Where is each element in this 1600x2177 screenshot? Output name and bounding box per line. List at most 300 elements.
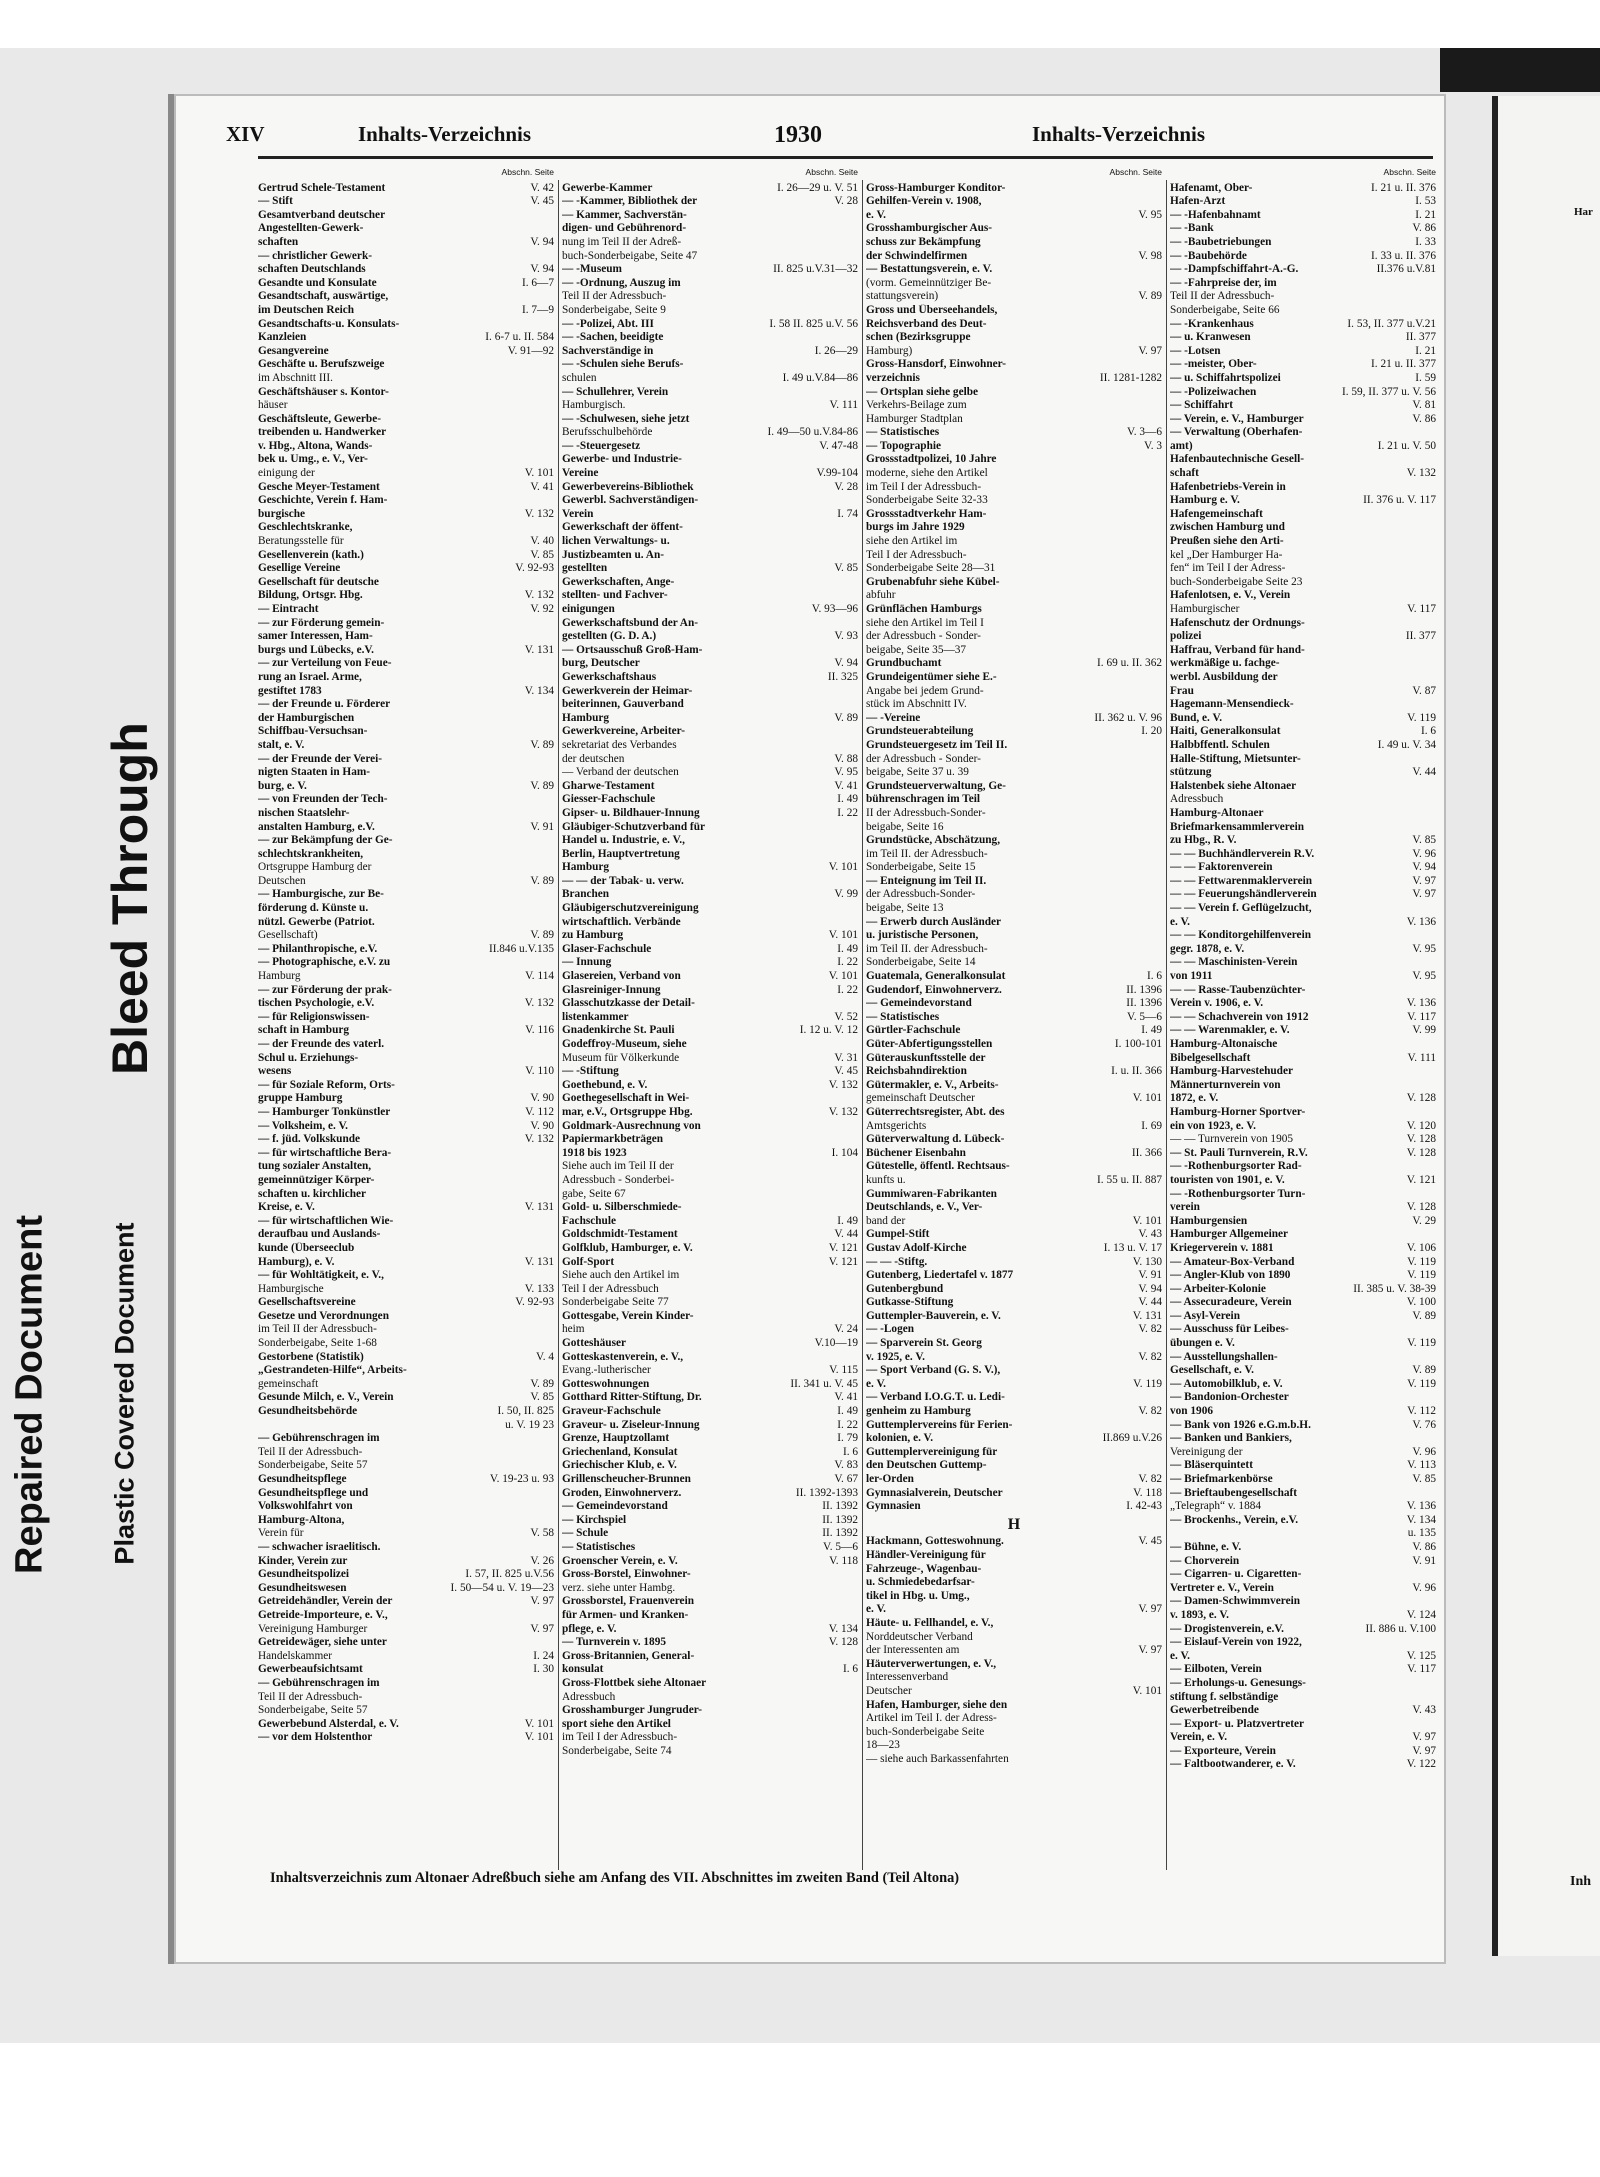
index-entry: [258, 1106, 554, 1120]
entry-name: u. juristische Personen,: [866, 929, 979, 942]
entry-reference: [1158, 685, 1162, 699]
entry-name: Güterverwaltung d. Lübeck-: [866, 1133, 1005, 1146]
entry-reference: [1158, 589, 1162, 603]
entry-name: gruppe Hamburg: [258, 1092, 343, 1105]
entry-reference: [1432, 1351, 1436, 1365]
index-entry: [866, 902, 1162, 916]
index-entry: [1170, 1215, 1436, 1229]
entry-name: Hamburg: [258, 970, 301, 983]
entry-reference: V. 119: [1407, 1269, 1436, 1282]
entry-name: Giesser-Fachschule: [562, 793, 656, 806]
index-entry: [258, 766, 554, 780]
index-entry: [866, 1310, 1162, 1324]
index-entry: [1170, 888, 1436, 902]
entry-name: Reichsverband des Deut-: [866, 317, 987, 330]
entry-reference: V. 121: [828, 1241, 858, 1254]
index-entry: [866, 195, 1162, 209]
index-entry: [562, 1201, 858, 1215]
entry-name: Siehe auch im Teil II der: [562, 1160, 674, 1173]
index-entry: [866, 1739, 1162, 1753]
index-entry: [258, 535, 554, 549]
index-column-2: [562, 166, 858, 1866]
entry-name: Hackmann, Gotteswohnung.: [866, 1535, 1004, 1548]
entry-name: Gesellige Vereine: [258, 562, 341, 575]
index-entry: [866, 1228, 1162, 1242]
entry-name: ler-Orden: [866, 1473, 914, 1485]
index-entry: [1170, 834, 1436, 848]
entry-reference: [550, 1636, 554, 1650]
entry-name: — Assecuradeure, Verein: [1170, 1296, 1292, 1309]
index-entry: [1170, 725, 1436, 739]
entry-reference: V. 82: [1138, 1350, 1162, 1363]
column-header: Abschn. Seite: [1383, 167, 1436, 177]
entry-name: im Deutschen Reich: [258, 303, 355, 316]
entry-reference: [1158, 861, 1162, 875]
entry-name: — der Freunde der Verei-: [258, 752, 383, 765]
index-entry: [866, 535, 1162, 549]
index-entry: [562, 1405, 858, 1419]
entry-name: Gesundheitsbehörde: [258, 1405, 358, 1418]
entry-name: — — Feuerungshändlerverein: [1170, 888, 1317, 901]
entry-reference: [854, 685, 858, 699]
entry-name: Gymnasialverein, Deutscher: [866, 1486, 1003, 1499]
index-entry: [562, 1378, 858, 1392]
index-entry: [258, 1188, 554, 1202]
entry-reference: V. 5—6: [1127, 1010, 1162, 1023]
entry-reference: V. 113: [1407, 1459, 1436, 1472]
index-entry: [562, 929, 858, 943]
entry-reference: V. 95: [1412, 970, 1436, 983]
index-entry: [1170, 1582, 1436, 1596]
entry-name: Sonderbeigabe, Seite 14: [866, 956, 976, 969]
entry-name: Gläubiger-Schutzverband für: [562, 820, 705, 833]
entry-reference: V. 91—92: [507, 344, 554, 357]
index-entry: [562, 1718, 858, 1732]
index-entry: [258, 1120, 554, 1134]
index-entry: [258, 725, 554, 739]
entry-reference: [854, 453, 858, 467]
entry-reference: [854, 1677, 858, 1691]
entry-reference: V. 132: [524, 997, 554, 1010]
entry-name: Frau: [1170, 684, 1194, 697]
entry-reference: V. 92-93: [515, 562, 554, 575]
entry-name: — — Faktorenverein: [1170, 861, 1273, 874]
entry-reference: [854, 1691, 858, 1705]
entry-name: der Interessenten am: [866, 1644, 960, 1657]
entry-name: — St. Pauli Turnverein, R.V.: [1170, 1146, 1308, 1159]
entry-name: Gewerkverein der Heimar-: [562, 684, 693, 697]
entry-name: Sonderbeigabe Seite 32-33: [866, 494, 988, 507]
index-entry: [562, 698, 858, 712]
index-entry: [258, 1079, 554, 1093]
entry-reference: V. 132: [828, 1078, 858, 1091]
entry-reference: [1158, 576, 1162, 590]
index-entry: [866, 956, 1162, 970]
entry-name: fen“ im Teil I der Adress-: [1170, 562, 1286, 575]
entry-name: — Angler-Klub von 1890: [1170, 1269, 1291, 1282]
index-entry: [866, 1699, 1162, 1713]
index-entry: [866, 345, 1162, 359]
entry-name: [258, 1419, 501, 1433]
index-entry: [1170, 1052, 1436, 1066]
entry-name: von 1911: [1170, 970, 1213, 983]
index-entry: [562, 875, 858, 889]
entry-name: nützl. Gewerbe (Patriot.: [258, 915, 375, 928]
index-entry: [562, 331, 858, 345]
index-entry: [562, 997, 858, 1011]
entry-name: — Brockenhs., Verein, e.V.: [1170, 1513, 1299, 1526]
entry-name: Vereinigung Hamburger: [258, 1622, 368, 1635]
index-entry: [258, 956, 554, 970]
entry-name: Grossstadtverkehr Ham-: [866, 507, 987, 520]
entry-name: Glasereien, Verband von: [562, 970, 681, 983]
index-entry: [258, 807, 554, 821]
index-entry: [258, 793, 554, 807]
entry-reference: [550, 1446, 554, 1460]
index-entry: [258, 1609, 554, 1623]
entry-reference: [550, 956, 554, 970]
index-entry: [866, 562, 1162, 576]
entry-name: Geschäftsleute, Gewerbe-: [258, 412, 381, 425]
entry-name: Hafenbetriebs-Verein in: [1170, 480, 1286, 493]
index-entry: [258, 494, 554, 508]
entry-name: Gross-Britannien, General-: [562, 1649, 695, 1662]
index-entry: [1170, 1487, 1436, 1501]
index-entry: [562, 793, 858, 807]
entry-name: Halstenbek siehe Altonaer: [1170, 779, 1297, 792]
index-entry: [258, 1731, 554, 1745]
entry-reference: V.10—19: [814, 1337, 858, 1350]
entry-name: heim: [562, 1323, 585, 1336]
entry-name: — -Ordnung, Auszug im: [562, 276, 681, 289]
entry-reference: [550, 250, 554, 264]
entry-name: Gold- u. Silberschmiede-: [562, 1201, 682, 1214]
entry-name: Gesamtverband deutscher: [258, 208, 386, 221]
entry-reference: V. 131: [524, 1255, 554, 1268]
index-entry: [1170, 1310, 1436, 1324]
index-entry: [562, 1677, 858, 1691]
entry-name: gemeinnütziger Körper-: [258, 1173, 375, 1186]
entry-reference: I. 22: [837, 956, 858, 969]
index-entry: [866, 1038, 1162, 1052]
entry-name: einigungen: [562, 603, 615, 615]
index-entry: [1170, 1745, 1436, 1759]
index-entry: [866, 603, 1162, 617]
index-entry: [258, 481, 554, 495]
entry-reference: V. 52: [834, 1010, 858, 1023]
entry-reference: I. 22: [837, 983, 858, 996]
index-entry: [562, 1514, 858, 1528]
entry-reference: I. 21: [1415, 208, 1436, 221]
index-entry: [258, 182, 554, 196]
entry-reference: [1432, 1568, 1436, 1582]
entry-name: Gotteskastenverein, e. V.,: [562, 1350, 684, 1363]
index-entry: [866, 1576, 1162, 1590]
index-entry: [562, 1038, 858, 1052]
entry-name: II der Adressbuch-Sonder-: [866, 806, 986, 819]
index-entry: [258, 943, 554, 957]
entry-reference: II. 1392-1393: [795, 1486, 858, 1499]
index-entry: [258, 426, 554, 440]
index-entry: [866, 1563, 1162, 1577]
entry-reference: I. 49: [1141, 1024, 1162, 1037]
entry-reference: [1158, 630, 1162, 644]
index-entry: [562, 617, 858, 631]
entry-reference: [550, 1500, 554, 1514]
entry-reference: II. 385 u. V. 38-39: [1353, 1282, 1436, 1295]
index-entry: [562, 304, 858, 318]
entry-name: — Topographie: [866, 439, 942, 452]
entry-reference: V. 94: [834, 657, 858, 670]
entry-name: listenkammer: [562, 1010, 629, 1023]
entry-name: Hamburg-Altona,: [258, 1513, 345, 1526]
entry-name: Grundeigentümer siehe E.-: [866, 670, 997, 683]
index-entry: [258, 1133, 554, 1147]
entry-reference: V. 132: [524, 589, 554, 602]
entry-reference: [1158, 263, 1162, 277]
entry-reference: [1158, 644, 1162, 658]
index-entry: [562, 1052, 858, 1066]
header-year: 1930: [774, 122, 822, 148]
index-entry: [258, 1038, 554, 1052]
entry-name: siehe den Artikel im: [866, 535, 958, 548]
entry-reference: [1158, 1753, 1162, 1767]
index-entry: [562, 1269, 858, 1283]
entry-reference: [1158, 821, 1162, 835]
entry-name: Getreide-Importeure, e. V.,: [258, 1608, 388, 1621]
entry-name: verzeichnis: [866, 371, 920, 384]
header-rule: [258, 156, 1433, 159]
entry-reference: [854, 725, 858, 739]
next-page-bottom-fragment: Inh: [1570, 1874, 1592, 1889]
index-entry: [258, 875, 554, 889]
entry-reference: [550, 494, 554, 508]
entry-reference: V. 118: [829, 1554, 858, 1567]
entry-name: Gesangvereine: [258, 344, 329, 357]
label-bleed-through: Bleed Through: [102, 722, 158, 1075]
index-entry: [866, 1011, 1162, 1025]
entry-name: schlechtskrankheiten,: [258, 847, 364, 860]
entry-name: Hamburg-Horner Sportver-: [1170, 1105, 1306, 1118]
entry-reference: V. 94: [1138, 1282, 1162, 1295]
entry-reference: I. 104: [831, 1146, 858, 1159]
entry-reference: [1158, 1201, 1162, 1215]
column-header: Abschn. Seite: [1109, 167, 1162, 177]
entry-name: v. 1925, e. V.: [866, 1350, 925, 1363]
entry-name: — Ortsplan siehe gelbe: [866, 385, 979, 398]
entry-name: anstalten Hamburg, e.V.: [258, 820, 375, 833]
entry-name: zu Hamburg: [562, 929, 624, 942]
entry-name: Gutenberg, Liedertafel v. 1877: [866, 1269, 1014, 1282]
entry-name: Adressbuch: [1170, 793, 1224, 806]
entry-name: — — Konditorgehilfenverein: [1170, 929, 1311, 942]
entry-reference: [1432, 984, 1436, 998]
entry-reference: [1158, 671, 1162, 685]
index-entry: [258, 236, 554, 250]
entry-name: Museum für Völkerkunde: [562, 1051, 680, 1064]
entry-reference: V. 89: [1138, 290, 1162, 303]
entry-name: Hamburger Allgemeiner: [1170, 1228, 1289, 1241]
entry-reference: [1158, 888, 1162, 902]
index-entry: [866, 250, 1162, 264]
entry-reference: I. 6-7 u. II. 584: [485, 331, 554, 344]
entry-name: „Gestrandeten-Hilfe“, Arbeits-: [258, 1364, 407, 1377]
entry-reference: [1432, 617, 1436, 631]
index-entry: [258, 1283, 554, 1297]
index-entry: [258, 1378, 554, 1392]
entry-reference: II.376 u.V.81: [1376, 263, 1436, 276]
entry-reference: [1432, 1677, 1436, 1691]
entry-name: tikel in Hbg. u. Umg.,: [866, 1589, 970, 1602]
entry-reference: [1158, 413, 1162, 427]
index-entry: [562, 318, 858, 332]
index-entry: [258, 1663, 554, 1677]
index-entry: [258, 1242, 554, 1256]
entry-reference: [854, 549, 858, 563]
entry-reference: [550, 1323, 554, 1337]
index-entry: [1170, 399, 1436, 413]
entry-name: Hafenschutz der Ordnungs-: [1170, 616, 1305, 629]
entry-reference: [854, 1133, 858, 1147]
entry-name: Getreidewäger, siehe unter: [258, 1636, 387, 1649]
entry-name: Hafenamt, Ober-: [1170, 181, 1253, 194]
entry-reference: [550, 630, 554, 644]
index-entry: [1170, 1459, 1436, 1473]
entry-reference: V. 67: [834, 1473, 858, 1485]
entry-name: Gewerbe-Kammer: [562, 181, 653, 194]
entry-name: Hamburgische: [258, 1282, 324, 1295]
entry-reference: [1158, 1446, 1162, 1460]
entry-reference: V. 85: [530, 1391, 554, 1404]
index-entry: [258, 1337, 554, 1351]
index-entry: [562, 182, 858, 196]
entry-reference: V. 85: [1412, 834, 1436, 847]
index-entry: [866, 508, 1162, 522]
entry-name: Justizbeamten u. An-: [562, 548, 664, 561]
entry-name: der Hamburgischen: [258, 711, 355, 724]
index-entry: [562, 943, 858, 957]
index-entry: [1170, 821, 1436, 835]
entry-reference: [550, 1310, 554, 1324]
entry-reference: V. 85: [1412, 1473, 1436, 1485]
entry-reference: V. 89: [530, 779, 554, 792]
index-entry: [1170, 1024, 1436, 1038]
index-entry: [866, 1631, 1162, 1645]
index-entry: [866, 1079, 1162, 1093]
entry-reference: [550, 916, 554, 930]
index-entry: [1170, 1337, 1436, 1351]
index-entry: [1170, 1636, 1436, 1650]
index-entry: [258, 1024, 554, 1038]
entry-name: — Gebührenschragen im: [258, 1432, 380, 1445]
entry-name: schaften Deutschlands: [258, 263, 366, 276]
index-entry: [258, 780, 554, 794]
entry-name: tischen Psychologie, e.V.: [258, 997, 375, 1010]
entry-reference: V. 106: [1406, 1241, 1436, 1254]
entry-name: — Verwaltung (Oberhafen-: [1170, 426, 1303, 439]
entry-name: — -meister, Ober-: [1170, 358, 1257, 371]
index-entry: [866, 386, 1162, 400]
entry-reference: V. 121: [828, 1255, 858, 1268]
entry-reference: V. 99: [1412, 1024, 1436, 1037]
index-entry: [258, 1677, 554, 1691]
entry-name: — — Maschinisten-Verein: [1170, 956, 1298, 969]
entry-reference: [550, 793, 554, 807]
entry-name: den Deutschen Guttemp-: [866, 1459, 987, 1472]
entry-name: Deutschlands, e. V., Ver-: [866, 1201, 983, 1214]
entry-reference: [854, 997, 858, 1011]
entry-name: gemeinschaft Deutscher: [866, 1092, 975, 1105]
entry-reference: [1158, 386, 1162, 400]
entry-reference: V. 112: [1407, 1405, 1436, 1418]
label-plastic-covered-document: Plastic Covered Document: [109, 1222, 140, 1565]
index-entry: [562, 888, 858, 902]
entry-reference: [550, 1079, 554, 1093]
entry-reference: [1158, 358, 1162, 372]
entry-name: Gesellenverein (kath.): [258, 548, 364, 561]
index-entry: [258, 1323, 554, 1337]
entry-reference: V. 100: [1406, 1296, 1436, 1309]
entry-name: nung im Teil II der Adreß-: [562, 235, 682, 248]
index-entry: [866, 1323, 1162, 1337]
entry-name: Sonderbeigabe, Seite 74: [562, 1744, 672, 1757]
entry-name: stalt, e. V.: [258, 738, 305, 751]
index-entry: [866, 589, 1162, 603]
entry-reference: V. 101: [524, 1731, 554, 1744]
entry-name: Gross-Hamburger Konditor-: [866, 181, 1006, 194]
entry-name: — Erwerb durch Ausländer: [866, 915, 1002, 928]
entry-name: Gesundheitswesen: [258, 1581, 347, 1594]
index-entry: [1170, 1011, 1436, 1025]
entry-reference: [1158, 1188, 1162, 1202]
entry-name: der deutschen: [562, 752, 625, 765]
entry-reference: [854, 290, 858, 304]
index-entry: [866, 277, 1162, 291]
entry-name: Vertreter e. V., Verein: [1170, 1581, 1274, 1594]
entry-reference: V. 86: [1412, 412, 1436, 425]
entry-reference: I. 6: [1146, 970, 1162, 983]
entry-reference: V. 101: [1132, 1684, 1162, 1697]
entry-name: — -Museum: [562, 263, 622, 276]
index-entry: [1170, 929, 1436, 943]
entry-name: Graveur-Fachschule: [562, 1405, 661, 1418]
index-entry: [866, 970, 1162, 984]
index-entry: [258, 1568, 554, 1582]
entry-name: — u. Schiffahrtspolizei: [1170, 371, 1281, 384]
entry-name: — Innung: [562, 956, 612, 969]
entry-name: Goethegesellschaft in Wei-: [562, 1092, 690, 1105]
entry-reference: [1432, 780, 1436, 794]
entry-name: pflege, e. V.: [562, 1622, 617, 1635]
index-entry: [258, 834, 554, 848]
entry-name: 1872, e. V.: [1170, 1092, 1219, 1105]
entry-reference: V. 134: [524, 684, 554, 697]
entry-reference: [1432, 481, 1436, 495]
entry-name: rung an Israel. Arme,: [258, 670, 362, 683]
entry-name: Teil I der Adressbuch: [562, 1282, 659, 1295]
entry-reference: [854, 304, 858, 318]
entry-reference: V. 41: [530, 480, 554, 493]
entry-reference: [1432, 1038, 1436, 1052]
entry-reference: [550, 834, 554, 848]
entry-name: — Statistisches: [562, 1540, 636, 1553]
entry-name: — Kirchspiel: [562, 1513, 627, 1526]
entry-reference: V. 128: [1406, 1092, 1436, 1105]
entry-reference: [1158, 902, 1162, 916]
entry-name: — Stift: [258, 195, 293, 208]
entry-name: werkmäßige u. fachge-: [1170, 657, 1280, 670]
entry-reference: [854, 521, 858, 535]
